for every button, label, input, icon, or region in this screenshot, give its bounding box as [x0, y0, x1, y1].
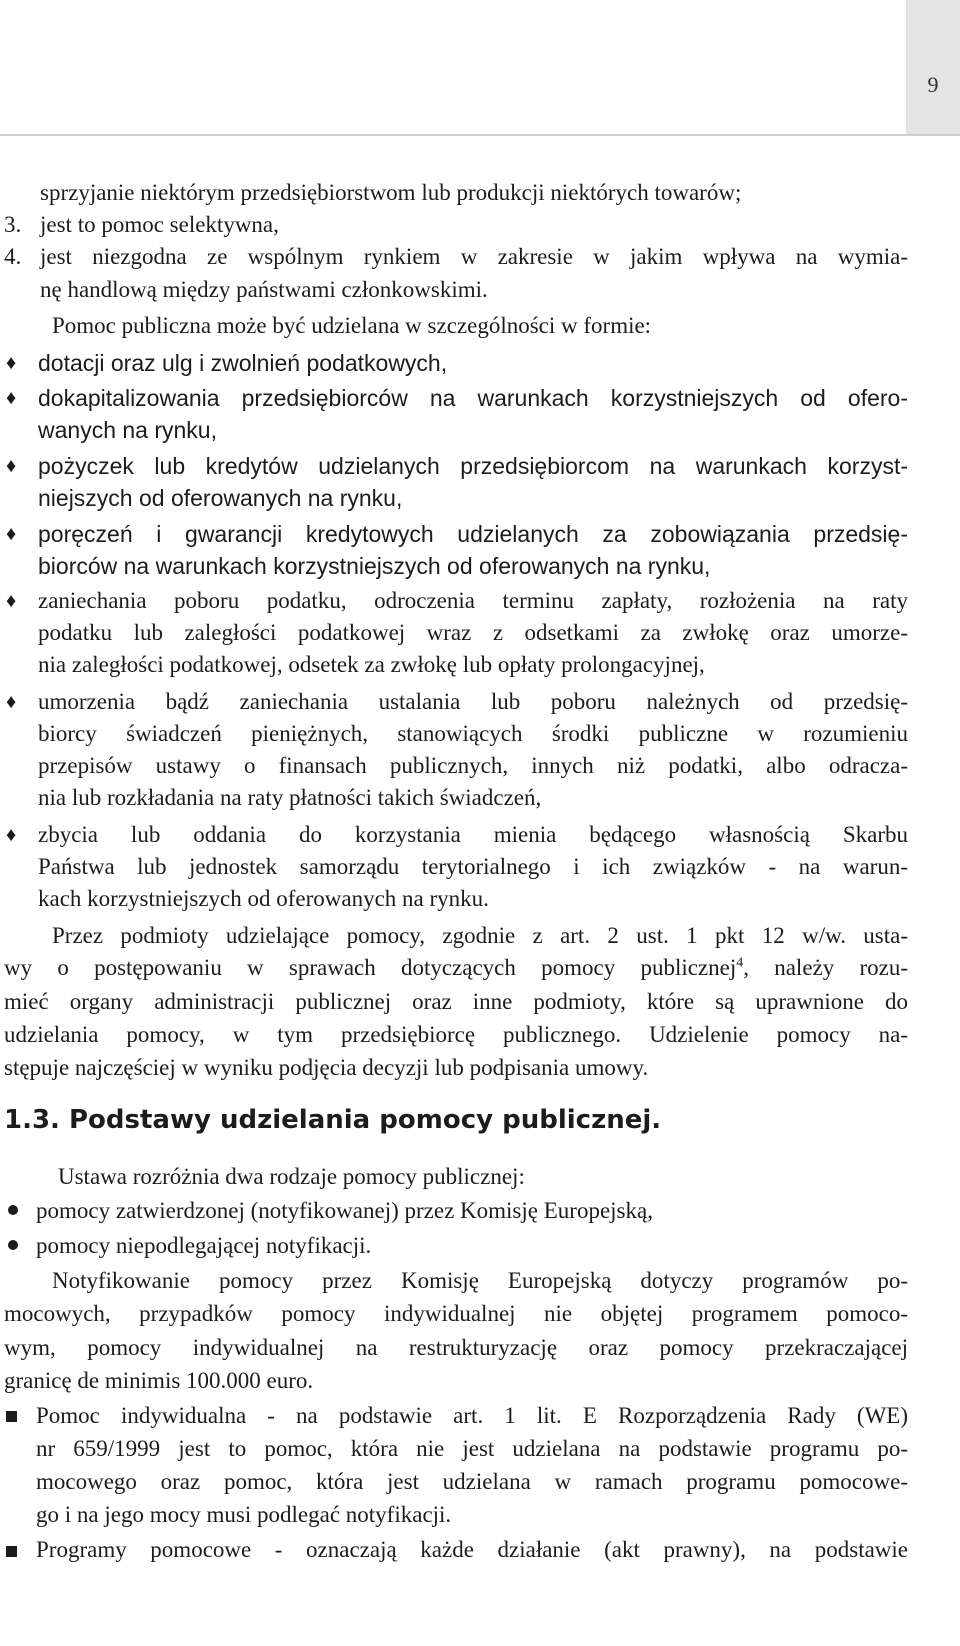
bullet-icon	[8, 1240, 18, 1250]
diamond-bullet-icon: ♦	[6, 824, 17, 846]
list-item: biorcy świadczeń pieniężnych, stanowiących środki publiczne w rozumieniu	[38, 721, 908, 746]
paragraph-line-with-footnote	[4, 953, 908, 983]
list-item: Pomoc indywidualna - na podstawie art. 1 lit. E Rozporządzenia Rady (WE)	[36, 1403, 908, 1428]
forms-intro: Pomoc publiczna może być udzielana w szczególności w formie:	[52, 313, 652, 338]
list-item: pożyczek lub kredytów udzielanych przedsiębiorcom na warunkach korzyst-	[38, 453, 908, 479]
types-intro: Ustawa rozróżnia dwa rodzaje pomocy publicznej:	[58, 1164, 525, 1189]
list-item: dokapitalizowania przedsiębiorców na warunkach korzystniejszych od ofero-	[38, 385, 908, 411]
paragraph-line: granicę de minimis 100.000 euro.	[4, 1368, 314, 1393]
list-item-4-line: nę handlową między państwami członkowskimi.	[40, 277, 488, 302]
paragraph-line: Przez podmioty udzielające pomocy, zgodnie z art. 2 ust. 1 pkt 12 w/w. usta-	[52, 923, 908, 948]
footnote-ref[interactable]: 4	[736, 955, 744, 971]
list-item: kach korzystniejszych od oferowanych na rynku.	[38, 886, 489, 911]
list-item: nia lub rozkładania na raty płatności takich świadczeń,	[38, 785, 542, 810]
list-item: Państwa lub jednostek samorządu terytorialnego i ich związków - na warun-	[38, 854, 908, 879]
list-item: biorców na warunkach korzystniejszych od oferowanych na rynku,	[38, 553, 711, 579]
list-item: podatku lub zaległości podatkowej wraz z odsetkami za zwłokę oraz umorze-	[38, 620, 908, 645]
list-item: wanych na rynku,	[38, 417, 217, 443]
list-continuation: sprzyjanie niektórym przedsiębiorstwom lub produkcji niektórych towarów;	[40, 180, 742, 205]
list-number-3: 3.	[4, 212, 22, 237]
list-item: Programy pomocowe - oznaczają każde działanie (akt prawny), na podstawie	[36, 1537, 908, 1562]
list-item: mocowego oraz pomoc, która jest udzielana w ramach programu pomocowe-	[36, 1469, 908, 1494]
list-item: zaniechania poboru podatku, odroczenia terminu zapłaty, rozłożenia na raty	[38, 588, 908, 613]
diamond-bullet-icon: ♦	[6, 352, 17, 374]
list-item: zbycia lub oddania do korzystania mienia będącego własnością Skarbu	[38, 822, 908, 847]
list-item: pomocy zatwierdzonej (notyfikowanej) przez Komisję Europejską,	[36, 1198, 653, 1223]
bullet-icon	[8, 1205, 18, 1215]
paragraph-text: , należy rozu-	[743, 955, 908, 980]
list-item: niejszych od oferowanych na rynku,	[38, 485, 403, 511]
list-item: poręczeń i gwarancji kredytowych udzielanych za zobowiązania przedsię-	[38, 521, 908, 547]
paragraph-line: mieć organy administracji publicznej oraz inne podmioty, które są uprawnione do	[4, 989, 908, 1014]
paragraph-line: Notyfikowanie pomocy przez Komisję Europejską dotyczy programów po-	[52, 1268, 908, 1293]
list-item: nr 659/1999 jest to pomoc, która nie jest udzielana na podstawie programu po-	[36, 1436, 908, 1461]
diamond-bullet-icon: ♦	[6, 691, 17, 713]
diamond-bullet-icon: ♦	[6, 455, 17, 477]
list-item: umorzenia bądź zaniechania ustalania lub poboru należnych od przedsię-	[38, 689, 908, 714]
list-item: go i na jego mocy musi podlegać notyfikacji.	[36, 1502, 452, 1527]
square-bullet-icon	[6, 1546, 17, 1557]
paragraph-text: wy o postępowaniu w sprawach dotyczących pomocy publicznej	[4, 955, 737, 980]
diamond-bullet-icon: ♦	[6, 387, 17, 409]
paragraph-line: mocowych, przypadków pomocy indywidualnej nie objętej programem pomoco-	[4, 1301, 908, 1326]
list-number-4: 4.	[4, 244, 22, 269]
diamond-bullet-icon: ♦	[6, 523, 17, 545]
list-item: dotacji oraz ulg i zwolnień podatkowych,	[38, 350, 448, 376]
list-item: pomocy niepodlegającej notyfikacji.	[36, 1233, 372, 1258]
paragraph-line: wym, pomocy indywidualnej na restrukturyzację oraz pomocy przekraczającej	[4, 1335, 908, 1360]
paragraph-line: stępuje najczęściej w wyniku podjęcia decyzji lub podpisania umowy.	[4, 1055, 649, 1080]
list-item-3: jest to pomoc selektywna,	[40, 212, 279, 237]
page-number: 9	[927, 72, 939, 97]
section-heading: 1.3. Podstawy udzielania pomocy publicznej.	[4, 1105, 662, 1135]
paragraph-line: udzielania pomocy, w tym przedsiębiorcę publicznego. Udzielenie pomocy na-	[4, 1022, 908, 1047]
list-item-4-line: jest niezgodna ze wspólnym rynkiem w zakresie w jakim wpływa na wymia-	[40, 244, 908, 269]
square-bullet-icon	[6, 1411, 17, 1422]
list-item: nia zaległości podatkowej, odsetek za zwłokę lub opłaty prolongacyjnej,	[38, 652, 705, 677]
list-item: przepisów ustawy o finansach publicznych, innych niż podatki, albo odracza-	[38, 753, 908, 778]
diamond-bullet-icon: ♦	[6, 590, 17, 612]
